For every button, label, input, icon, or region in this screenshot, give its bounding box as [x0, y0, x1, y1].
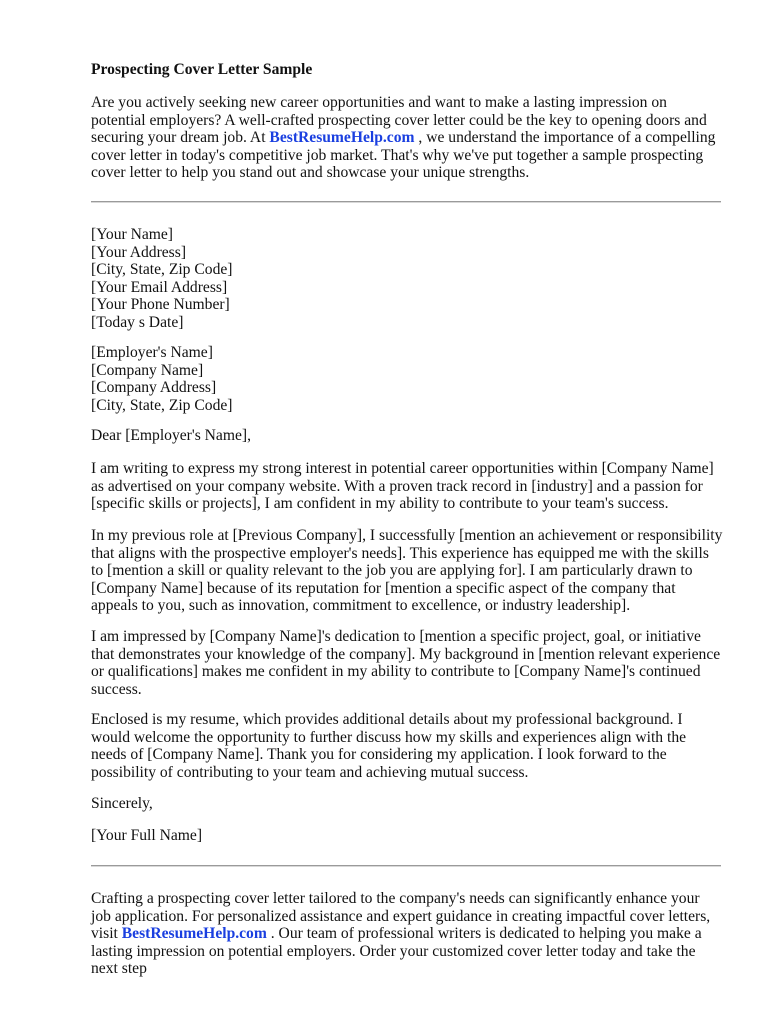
outro-text-after: . Our team of professional writers is dedicated to helping you make a lasting impression on potential employers. Order your customized cover letter today and take the next step [91, 925, 702, 977]
sender-city-state-zip: [City, State, Zip Code] [91, 261, 233, 278]
letter-greeting: Dear [Employer's Name], [91, 427, 251, 444]
letter-paragraph-4: Enclosed is my resume, which provides additional details about my professional background. I would welcome the opportunity to further discuss how my skills and experiences align with the needs of [Company Name]. Thank you for considering my application. I look forward to the possibility of contributing to your team and achieving mutual success. [91, 711, 687, 781]
page-title: Prospecting Cover Letter Sample [91, 61, 313, 78]
letter-closing: Sincerely, [91, 795, 153, 812]
sender-address-block [91, 226, 723, 331]
letter-paragraph-3: I am impressed by [Company Name]'s dedication to [mention a specific project, goal, or initiative that demonstrates your knowledge of the company]. My background in [mention relevant experience or qualifications] makes me confident in my ability to contribute to [Company Name]'s continued success. [91, 628, 721, 698]
sender-address: [Your Address] [91, 243, 187, 261]
letter-paragraph-2: In my previous role at [Previous Company], I successfully [mention an achievement or responsibility that aligns with the prospective employer's needs]. This experience has equipped me with the skills to [mention a skill or quality relevant to the job you are applying for]. I am particularly drawn to [Company Name] because of its reputation for [mention a specific aspect of the company that appeals to you, such as innovation, commitment to excellence, or industry leadership]. [91, 527, 723, 614]
employer-company-name: [Company Name] [91, 361, 204, 379]
intro-text-after: , we understand the importance of a compelling cover letter in today's competitive job market. That's why we've put together a sample prospecting cover letter to help you stand out and showcase your unique strengths. [91, 129, 716, 181]
outro-link-bestresumehelp[interactable]: BestResumeHelp.com [121, 925, 267, 942]
letter-paragraph-1: I am writing to express my strong interest in potential career opportunities within [Company Name] as advertised on your company website. With a proven track record in [industry] and a passion for [specific skills or projects], I am confident in my ability to contribute to your team's success. [91, 460, 714, 512]
employer-address-block [91, 344, 723, 414]
sender-email: [Your Email Address] [91, 278, 228, 296]
employer-city-state-zip: [City, State, Zip Code] [91, 396, 233, 414]
intro-text-before: Are you actively seeking new career opportunities and want to make a lasting impression on potential employers? A well-crafted prospecting cover letter could be the key to opening doors and securing your dream job. At [91, 94, 707, 146]
letter-signature: [Your Full Name] [91, 827, 203, 844]
intro-link-bestresumehelp[interactable]: BestResumeHelp.com [269, 129, 415, 146]
employer-name: [Employer's Name] [91, 344, 213, 361]
outro-text-before: Crafting a prospecting cover letter tailored to the company's needs can significantly enhance your job application. For personalized assistance and expert guidance in creating impactful cover letters, visit [91, 890, 711, 942]
sender-name: [Your Name] [91, 226, 174, 243]
sender-phone: [Your Phone Number] [91, 296, 230, 313]
divider-bottom [91, 865, 721, 867]
divider-top [91, 201, 721, 203]
outro-paragraph [91, 890, 723, 978]
intro-paragraph [91, 94, 723, 182]
employer-company-address: [Company Address] [91, 379, 217, 396]
letter-date: [Today s Date] [91, 313, 184, 331]
